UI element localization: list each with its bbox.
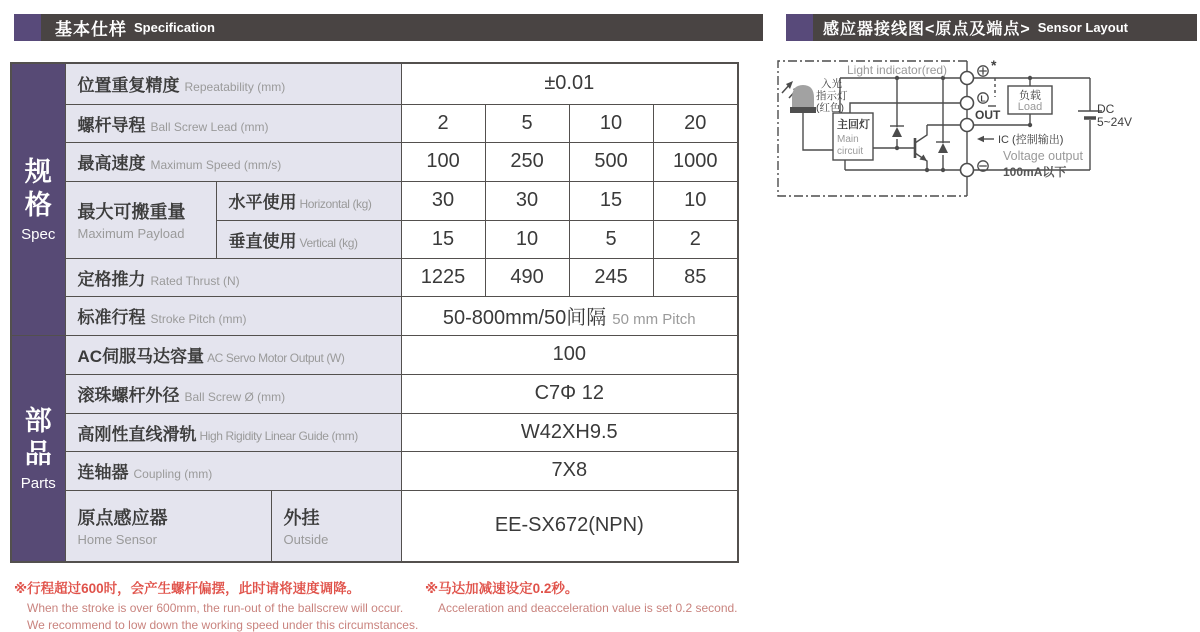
value-cell: 20 [653, 104, 738, 142]
section-title-cn: 基本仕样 [55, 20, 127, 39]
asterisk-label: * [991, 57, 997, 73]
value-cell: 250 [485, 142, 569, 181]
value-cell: 5 [569, 220, 653, 258]
value-home-sensor: EE-SX672(NPN) [401, 490, 738, 562]
zener1-triangle [892, 127, 902, 137]
section-title-en: Specification [134, 20, 215, 35]
value-linear-guide: W42XH9.5 [401, 413, 738, 451]
dc-label: DC [1097, 102, 1115, 116]
value-cell: 2 [653, 220, 738, 258]
value-repeatability: ±0.01 [401, 63, 738, 104]
table-row [11, 104, 738, 142]
load-label-en: Load [1017, 101, 1043, 113]
main-circuit-label-en1: Main [837, 134, 859, 145]
table-row [11, 142, 738, 181]
section-header-sensor-layout [786, 14, 1197, 41]
value-coupling: 7X8 [401, 451, 738, 490]
value-cell: 30 [401, 181, 485, 220]
main-circuit-label-cn: 主回灯 [837, 119, 870, 131]
light-label-cn2: 指示灯 [816, 90, 848, 102]
purple-accent-square [786, 14, 813, 41]
label-max-speed: 最高速度 Maximum Speed (mm/s) [65, 142, 401, 181]
table-row [11, 374, 738, 413]
table-row [11, 296, 738, 335]
value-cell: 2 [401, 104, 485, 142]
l-selector-wire [850, 103, 967, 113]
junction-dot [925, 168, 929, 172]
value-cell: 30 [485, 181, 569, 220]
label-repeatability: 位置重复精度 Repeatability (mm) [65, 63, 401, 104]
sidebar-spec-cn: 规格 [24, 156, 52, 221]
value-cell: 1000 [653, 142, 738, 181]
load-label-cn: 负载 [1019, 90, 1041, 102]
label-horizontal: 水平使用 Horizontal (kg) [216, 181, 401, 220]
terminal-out-circle [961, 119, 974, 132]
label-outside: 外挂 Outside [271, 490, 401, 562]
label-rated-thrust: 定格推力 Rated Thrust (N) [65, 258, 401, 296]
table-row [11, 490, 738, 562]
value-cell: 10 [569, 104, 653, 142]
section-title-en: Sensor Layout [1037, 20, 1128, 35]
led-wire [803, 113, 833, 150]
sidebar-parts-en: Parts [20, 475, 56, 492]
light-indicator-label-en: Light indicator(red) [847, 63, 948, 77]
value-ball-screw-dia: C7Φ 12 [401, 374, 738, 413]
terminal-plus-circle [961, 72, 974, 85]
value-cell: 1225 [401, 258, 485, 296]
footnote-cn: ※马达加减速设定0.2秒。 [425, 581, 579, 596]
specification-table [10, 62, 739, 563]
value-stroke-pitch: 50-800mm/50间隔 50 mm Pitch [401, 296, 738, 335]
label-ball-screw-dia: 滚珠螺杆外径 Ball Screw Ø (mm) [65, 374, 401, 413]
label-stroke-pitch: 标准行程 Stroke Pitch (mm) [65, 296, 401, 335]
plus-glyph-cross [979, 67, 987, 75]
label-linear-guide: 高刚性直线滑轨 High Rigidity Linear Guide (mm) [65, 413, 401, 451]
sidebar-parts [11, 335, 65, 562]
sensor-wiring-diagram [775, 53, 1200, 205]
voltage-output-label: Voltage output [1003, 149, 1083, 163]
ic-arrowhead [977, 136, 984, 142]
main-circuit-label-en2: circuit [837, 146, 864, 157]
label-coupling: 连轴器 Coupling (mm) [65, 451, 401, 490]
junction-dot [1028, 123, 1032, 127]
l-terminal-label: L [980, 93, 986, 104]
table-row [11, 258, 738, 296]
label-max-payload: 最大可搬重量 Maximum Payload [65, 181, 216, 258]
dc-voltage-label: 5~24V [1097, 115, 1133, 129]
footnote-en: Acceleration and deacceleration value is set 0.2 second. [438, 601, 738, 615]
label-home-sensor: 原点感应器 Home Sensor [65, 490, 271, 562]
purple-accent-square [14, 14, 41, 41]
table-row [11, 63, 738, 104]
value-servo-output: 100 [401, 335, 738, 374]
bottom-rail-wire [845, 160, 967, 170]
table-row [11, 451, 738, 490]
led-base-band [790, 107, 816, 113]
emitter-arrowhead [920, 155, 928, 162]
sidebar-spec [11, 63, 65, 335]
value-cell: 100 [401, 142, 485, 181]
terminal-minus-circle [961, 164, 974, 177]
section-title-cn: 感应器接线图<原点及端点> [823, 21, 1031, 38]
value-cell: 15 [401, 220, 485, 258]
table-row [11, 181, 738, 220]
table-row [11, 335, 738, 374]
value-cell: 10 [485, 220, 569, 258]
current-limit-label: 100mA以下 [1003, 165, 1067, 179]
value-cell: 5 [485, 104, 569, 142]
value-cell: 10 [653, 181, 738, 220]
led-dome-icon [792, 85, 814, 107]
collector-wire [915, 125, 967, 143]
footnote-stroke-warning [14, 577, 419, 632]
zener2-triangle [938, 143, 948, 153]
table-row [11, 413, 738, 451]
section-header-specification [14, 14, 763, 41]
out-label: OUT [975, 108, 1001, 122]
value-cell: 245 [569, 258, 653, 296]
label-vertical: 垂直使用 Vertical (kg) [216, 220, 401, 258]
junction-dot [895, 146, 899, 150]
ic-label: IC (控制输出) [998, 134, 1064, 146]
junction-dot [1028, 76, 1032, 80]
value-cell: 490 [485, 258, 569, 296]
footnote-acceleration [425, 577, 755, 617]
sidebar-spec-en: Spec [21, 226, 56, 243]
junction-dot [941, 168, 945, 172]
label-ball-screw-lead: 螺杆导程 Ball Screw Lead (mm) [65, 104, 401, 142]
emitter-wire [915, 153, 927, 170]
light-label-cn3: (红色) [816, 102, 844, 114]
light-label-cn1: 入光 [821, 78, 842, 90]
footnote-cn: ※行程超过600时，会产生螺杆偏摆，此时请将速度调降。 [14, 581, 361, 596]
terminal-l-circle [961, 97, 974, 110]
sidebar-parts-cn: 部品 [24, 405, 52, 470]
label-servo-output: AC伺服马达容量 AC Servo Motor Output (W) [65, 335, 401, 374]
footnote-en: When the stroke is over 600mm, the run-out of the ballscrew will occur. We recommend to low down the working speed under this circumstances. [27, 601, 419, 632]
value-cell: 15 [569, 181, 653, 220]
circuit-svg [775, 53, 1200, 205]
value-cell: 85 [653, 258, 738, 296]
value-cell: 500 [569, 142, 653, 181]
